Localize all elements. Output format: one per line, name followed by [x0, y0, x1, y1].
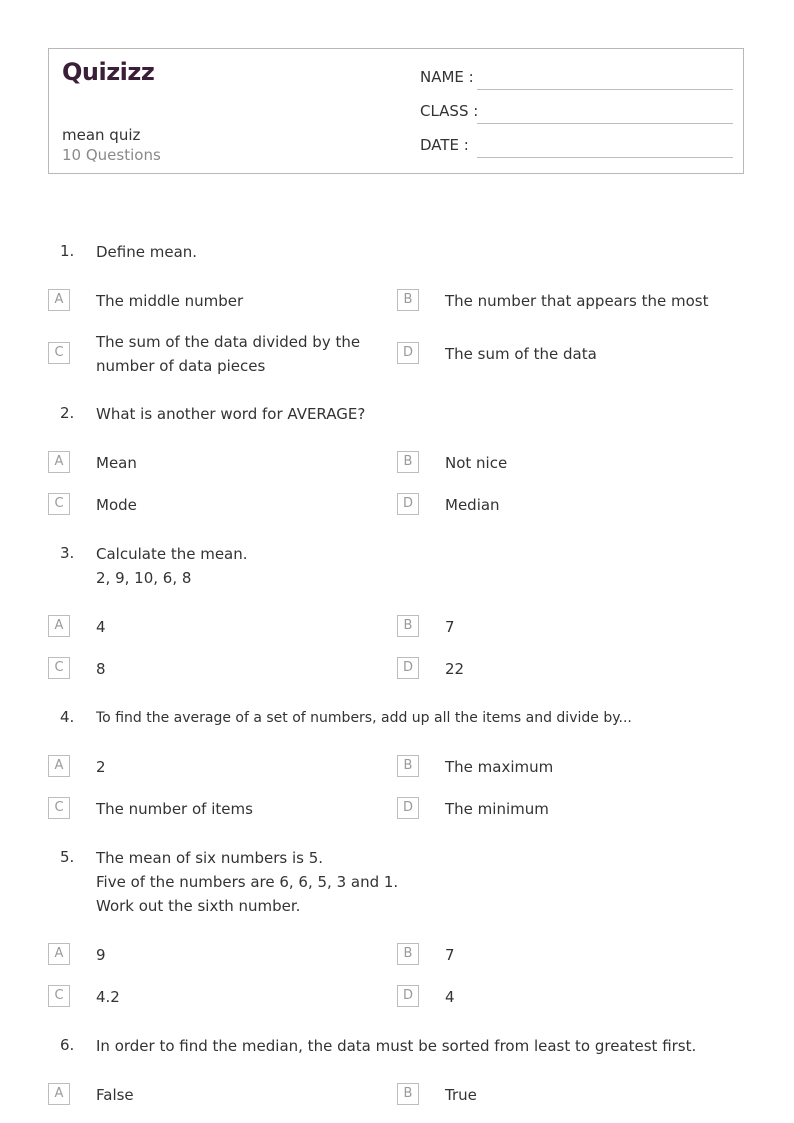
option-text: Median [445, 496, 500, 514]
option-text: The sum of the data divided by the number of data pieces [96, 333, 361, 375]
option-text: The sum of the data [445, 345, 597, 363]
option-text: The maximum [445, 758, 554, 776]
option-box-a[interactable]: A [48, 615, 70, 637]
option-text: 4 [96, 618, 106, 636]
option-text: 22 [445, 660, 465, 678]
option-box-b[interactable]: B [397, 615, 419, 637]
option-text: The number that appears the most [445, 292, 709, 310]
option-box-a[interactable]: A [48, 1083, 70, 1105]
option-box-a[interactable]: A [48, 289, 70, 311]
question-line: 2, 9, 10, 6, 8 [96, 569, 192, 587]
question-line: Define mean. [96, 243, 198, 261]
option-box-d[interactable]: D [397, 657, 419, 679]
class-label: CLASS : [420, 102, 479, 120]
question-number: 6. [60, 1036, 75, 1054]
option-text: 2 [96, 758, 106, 776]
option-text: 7 [445, 618, 455, 636]
question-number: 4. [60, 708, 75, 726]
option-text: 9 [96, 946, 106, 964]
option-text: False [96, 1086, 134, 1104]
quiz-title: mean quiz [62, 126, 141, 144]
option-box-b[interactable]: B [397, 289, 419, 311]
option-box-a[interactable]: A [48, 755, 70, 777]
option-box-b[interactable]: B [397, 451, 419, 473]
option-box-c[interactable]: C [48, 985, 70, 1007]
question-line: In order to find the median, the data must be sorted from least to greatest first. [96, 1037, 697, 1055]
date-label: DATE : [420, 136, 469, 154]
option-box-d[interactable]: D [397, 797, 419, 819]
option-box-c[interactable]: C [48, 342, 70, 364]
question-text [96, 240, 736, 264]
question-number: 1. [60, 242, 75, 260]
option-text: 4.2 [96, 988, 120, 1006]
quizizz-logo: Quizizz [62, 58, 155, 86]
option-box-a[interactable]: A [48, 451, 70, 473]
option-text: True [445, 1086, 477, 1104]
option-box-a[interactable]: A [48, 943, 70, 965]
class-line[interactable] [477, 123, 733, 124]
question-number: 5. [60, 848, 75, 866]
option-box-d[interactable]: D [397, 985, 419, 1007]
option-text: Mean [96, 454, 137, 472]
option-box-b[interactable]: B [397, 943, 419, 965]
question-line: Work out the sixth number. [96, 897, 301, 915]
name-line[interactable] [477, 89, 733, 90]
option-text: The number of items [96, 800, 253, 818]
option-text: 7 [445, 946, 455, 964]
option-text: The middle number [96, 292, 244, 310]
option-text: Not nice [445, 454, 508, 472]
date-line[interactable] [477, 157, 733, 158]
option-box-b[interactable]: B [397, 1083, 419, 1105]
question-line: The mean of six numbers is 5. [96, 849, 324, 867]
option-box-d[interactable]: D [397, 493, 419, 515]
question-count: 10 Questions [62, 146, 161, 164]
option-box-c[interactable]: C [48, 657, 70, 679]
question-text [96, 402, 736, 426]
option-text: 4 [445, 988, 455, 1006]
name-label: NAME : [420, 68, 474, 86]
question-text [96, 1034, 736, 1058]
option-box-d[interactable]: D [397, 342, 419, 364]
question-line: What is another word for AVERAGE? [96, 405, 366, 423]
question-line: To find the average of a set of numbers, add up all the items and divide by... [96, 710, 632, 726]
question-line: Calculate the mean. [96, 545, 248, 563]
option-box-b[interactable]: B [397, 755, 419, 777]
question-text [96, 542, 736, 590]
worksheet-header [48, 48, 744, 174]
option-text: Mode [96, 496, 137, 514]
question-number: 2. [60, 404, 75, 422]
question-line: Five of the numbers are 6, 6, 5, 3 and 1. [96, 873, 399, 891]
option-box-c[interactable]: C [48, 797, 70, 819]
question-number: 3. [60, 544, 75, 562]
option-box-c[interactable]: C [48, 493, 70, 515]
question-text [96, 846, 736, 918]
option-text: The minimum [445, 800, 549, 818]
question-text [96, 706, 736, 730]
option-text: 8 [96, 660, 106, 678]
